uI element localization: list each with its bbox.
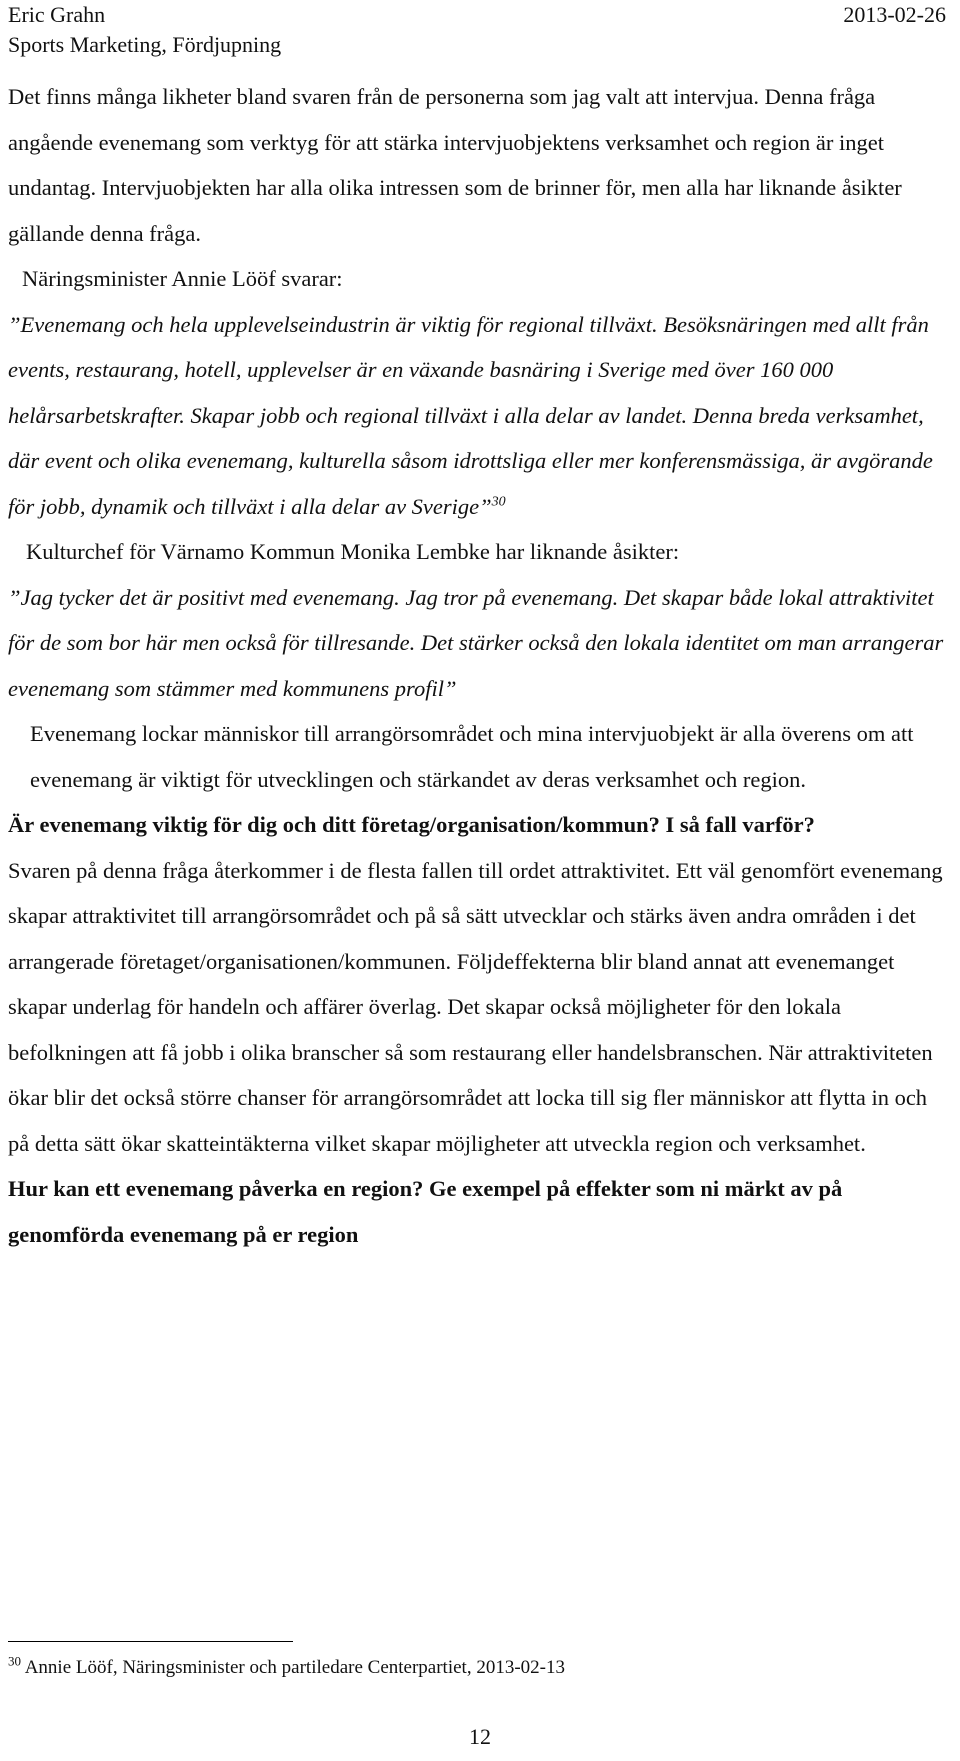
page-header-line-2 bbox=[8, 32, 946, 58]
quote-loof-text: ”Evenemang och hela upplevelseindustrin är viktig för regional tillväxt. Besöksnäringen med allt från events, restaurang, hotell, upplevelser är en växande basnäring i Sverige med över 160 000 helårsarbetskrafter. Skapar jobb och regional tillväxt i alla delar av landet. Denna breda verksamhet, där event och olika evenemang, kulturella såsom idrottsliga eller mer konferensmässiga, är avgörande för jobb, dynamik och tillväxt i alla delar av Sverige” bbox=[8, 311, 933, 519]
document-body bbox=[8, 74, 953, 1257]
footnote-number: 30 bbox=[8, 1653, 21, 1669]
paragraph-loof-intro: Näringsminister Annie Lööf svarar: bbox=[22, 266, 343, 291]
paragraph-lembke-intro: Kulturchef för Värnamo Kommun Monika Lembke har liknande åsikter: bbox=[26, 539, 680, 564]
question-heading-2: Hur kan ett evenemang påverka en region? Ge exempel på effekter som ni märkt av på genomförda evenemang på er region bbox=[8, 1176, 843, 1247]
page-header-line-1 bbox=[8, 2, 946, 28]
paragraph-intro: Det finns många likheter bland svaren från de personerna som jag valt att intervjua. Denna fråga angående evenemang som verktyg för att stärka intervjuobjektens verksamhet och region är inget undantag. Intervjuobjekten har alla olika intressen som de brinner för, men alla har liknande åsikter gällande denna fråga. bbox=[8, 84, 902, 246]
paragraph-attraktivitet: Svaren på denna fråga återkommer i de flesta fallen till ordet attraktivitet. Ett väl genomfört evenemang skapar attraktivitet till arrangörsområdet och på så sätt utvecklar och stärks även andra områden i det arrangerade företaget/organisationen/kommunen. Följdeffekterna blir bland annat att evenemanget skapar underlag för handeln och affärer överlag. Det skapar också möjligheter för den lokala befolkningen att få jobb i olika branscher så som restaurang eller handelsbranschen. När attraktiviteten ökar blir det också större chanser för arrangörsområdet att locka till sig fler människor att flytta in och på detta sätt ökar skatteintäkterna vilket skapar möjligheter att utveckla region och verksamhet. bbox=[8, 857, 943, 1156]
header-course: Sports Marketing, Fördjupning bbox=[8, 32, 282, 57]
header-date: 2013-02-26 bbox=[843, 2, 946, 27]
quote-lembke: ”Jag tycker det är positivt med evenemang. Jag tror på evenemang. Det skapar både lokal attraktivitet för de som bor här men också för tillresande. Det stärker också den lokala identitet om man arrangerar evenemang som stämmer med kommunens profil” bbox=[8, 584, 944, 701]
paragraph-summary: Evenemang lockar människor till arrangörsområdet och mina intervjuobjekt är alla överens om att evenemang är viktigt för utvecklingen och stärkandet av deras verksamhet och region. bbox=[30, 721, 914, 792]
footnote bbox=[8, 1653, 565, 1680]
quote-loof bbox=[8, 302, 953, 530]
page-number: 12 bbox=[469, 1724, 491, 1749]
header-author: Eric Grahn bbox=[8, 2, 106, 27]
footnote-text: Annie Lööf, Näringsminister och partiledare Centerpartiet, 2013-02-13 bbox=[24, 1657, 565, 1678]
footnote-separator bbox=[8, 1641, 293, 1642]
question-heading-1: Är evenemang viktig för dig och ditt företag/organisation/kommun? I så fall varför? bbox=[8, 812, 815, 837]
footnote-reference: 30 bbox=[491, 494, 506, 509]
